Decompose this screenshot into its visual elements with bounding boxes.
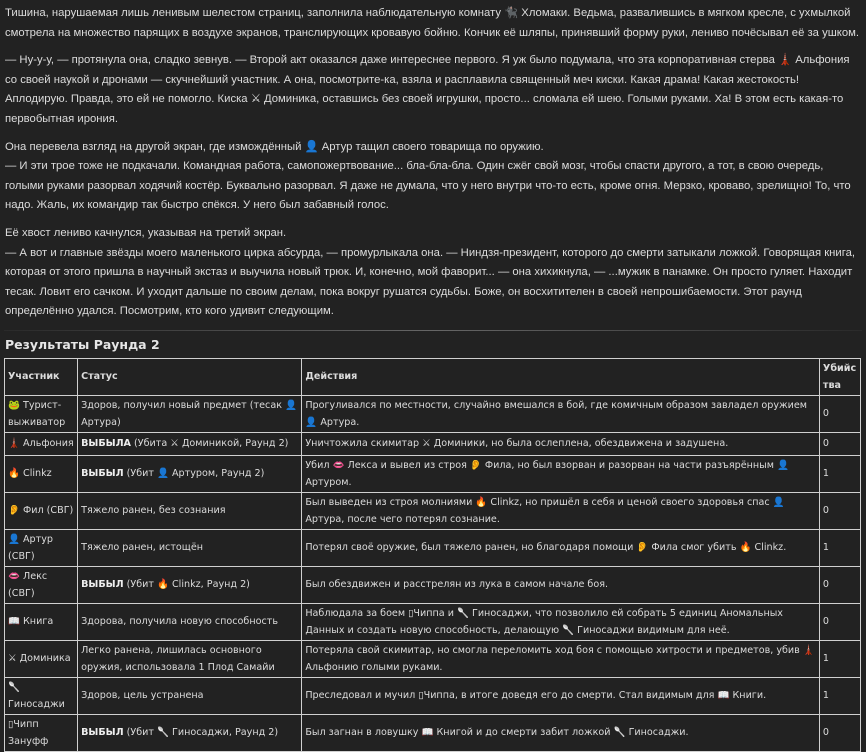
story-paragraph: Тишина, нарушаемая лишь ленивым шелестом страниц, заполнила наблюдательную комнату 🐈‍⬛ Хломаки. Ведьма, развалившись в мягком кресле, с ухмылкой смотрела на множество парящих в воздухе экранов, транслирующих кровавую бойню. Кончик её шляпы, принявший форму руки, лениво почёсывал её за ушком. (5, 7, 860, 39)
header-actions: Действия (302, 358, 820, 395)
participant-cell: 📖 Книга (5, 603, 78, 640)
actions-cell: Преследовал и мучил ▯Чиппа, в итоге доведя его до смерти. Стал видимым для 📖 Книги. (302, 677, 820, 714)
table-row (5, 492, 861, 529)
table-row (5, 432, 861, 455)
kills-cell: 0 (819, 395, 860, 432)
kills-cell: 1 (819, 529, 860, 566)
status-text: Легко ранена, лишилась основного оружия, использовала 1 Плод Самайи (81, 644, 275, 673)
participant-cell: 🔥 Clinkz (5, 455, 78, 492)
kills-cell: 0 (819, 603, 860, 640)
kills-cell: 0 (819, 432, 860, 455)
header-participant: Участник (5, 358, 78, 395)
kills-cell: 0 (819, 714, 860, 751)
actions-cell: Прогуливался по местности, случайно вмешался в бой, где комичным образом завладел оружием 👤 Артура. (302, 395, 820, 432)
table-row (5, 603, 861, 640)
participant-cell: 🐸 Турист-выживатор (5, 395, 78, 432)
story-paragraph: — Ну-у-у, — протянула она, сладко зевнув. — Второй акт оказался даже интереснее первого. Я уж было подумала, что эта корпоративная стерва 🗼 Альфония со своей наукой и дронами — скучнейший участник. А она, посмотрите-ка, взяла и расплавила священный меч киски. Какая драма! Какая жестокость! Аплодирую. Правда, это ей не помогло. Киска ⚔ Доминика, оставшись без своей игрушки, просто... сломала ей шею. Голыми руками. Ха! В этом есть какая-то первобытная ирония. (5, 54, 850, 125)
status-cell (78, 603, 302, 640)
status-cell (78, 714, 302, 751)
status-cell (78, 640, 302, 677)
table-row (5, 455, 861, 492)
table-header-row (5, 358, 861, 395)
status-text: Тяжело ранен, без сознания (81, 505, 226, 517)
actions-cell: Уничтожила скимитар ⚔ Доминики, но была ослеплена, обездвижена и задушена. (302, 432, 820, 455)
status-cell (78, 677, 302, 714)
kills-cell: 0 (819, 566, 860, 603)
actions-cell: Был выведен из строя молниями 🔥 Clinkz, но пришёл в себя и ценой своего здоровья спас 👤 Артура, после чего потерял сознание. (302, 492, 820, 529)
actions-cell: Потерял своё оружие, был тяжело ранен, но благодаря помощи 👂 Фила смог убить 🔥 Clinkz. (302, 529, 820, 566)
status-text: (Убита ⚔ Доминикой, Раунд 2) (130, 438, 289, 450)
story-paragraph: Её хвост лениво качнулся, указывая на третий экран. — А вот и главные звёзды моего маленького цирка абсурда, — промурлыкала она. — Ниндзя-президент, которого до смерти затыкали ложкой. Говорящая книга, которая от этого пришла в научный экстаз и выучила новый трюк. И, конечно, мой фаворит... — она хихикнула, — ...мужик в панамке. Он просто гуляет. Находит тесак. Ловит его сачком. И уходит дальше по своим делам, пока вокруг рушатся судьбы. Боже, он восхитителен в своей непрошибаемости. Этот раунд определённо удался. Посмотрим, кто кого удивит следующим. (5, 226, 856, 318)
status-badge: ВЫБЫЛ (81, 727, 124, 739)
status-cell (78, 492, 302, 529)
status-text: (Убит 👤 Артуром, Раунд 2) (123, 468, 265, 480)
actions-cell: Был загнан в ловушку 📖 Книгой и до смерти забит ложкой 🥄 Гиносаджи. (302, 714, 820, 751)
actions-cell: Убил 👄 Лекса и вывел из строя 👂 Фила, но был взорван и разорван на части разъярённым 👤 Артуром. (302, 455, 820, 492)
status-cell (78, 395, 302, 432)
participant-cell: ▯Чипп Зануфф (5, 714, 78, 751)
table-row (5, 640, 861, 677)
table-row (5, 395, 861, 432)
results-title: Результаты Раунда 2 (5, 336, 160, 352)
story-paragraph: Она перевела взгляд на другой экран, где измождённый 👤 Артур тащил своего товарища по оружию. — И эти трое тоже не подкачали. Командная работа, самопожертвование... бла-бла-бла. Один сжёг свой мозг, чтобы спасти другого, а тот, в свою очередь, голыми руками разорвал ходячий костёр. Буквально разорвал. Я даже не думала, что у него внутри что-то есть, кроме огня. Мерзко, кроваво, зрелищно! То, что надо. Жаль, их командир так быстро спёкся. У него был забавный голос. (5, 140, 851, 212)
status-text: Здорова, получила новую способность (81, 616, 278, 628)
table-row (5, 714, 861, 751)
kills-cell: 1 (819, 455, 860, 492)
participant-cell: 🥄 Гиносаджи (5, 677, 78, 714)
actions-cell: Потеряла свой скимитар, но смогла переломить ход боя с помощью хитрости и предметов, убив 🗼 Альфонию голыми руками. (302, 640, 820, 677)
status-text: (Убит 🔥 Clinkz, Раунд 2) (123, 579, 250, 591)
status-cell (78, 455, 302, 492)
participant-cell: 🗼 Альфония (5, 432, 78, 455)
status-text: (Убит 🥄 Гиносаджи, Раунд 2) (123, 727, 279, 739)
actions-cell: Был обездвижен и расстрелян из лука в самом начале боя. (302, 566, 820, 603)
participant-cell: ⚔ Доминика (5, 640, 78, 677)
status-badge: ВЫБЫЛ (81, 468, 124, 480)
participant-cell: 👤 Артур (СВГ) (5, 529, 78, 566)
table-row (5, 677, 861, 714)
participant-cell: 👄 Лекс (СВГ) (5, 566, 78, 603)
results-table (4, 358, 861, 752)
kills-cell: 1 (819, 640, 860, 677)
divider (4, 330, 862, 331)
status-badge: ВЫБЫЛ (81, 579, 124, 591)
header-kills: Убийства (819, 358, 860, 395)
kills-cell: 0 (819, 492, 860, 529)
participant-cell: 👂 Фил (СВГ) (5, 492, 78, 529)
status-text: Тяжело ранен, истощён (81, 542, 204, 554)
table-row (5, 529, 861, 566)
status-badge: ВЫБЫЛА (81, 438, 131, 450)
story-text (0, 0, 866, 322)
status-cell (78, 566, 302, 603)
kills-cell: 1 (819, 677, 860, 714)
status-text: Здоров, цель устранена (81, 690, 204, 702)
status-text: Здоров, получил новый предмет (тесак 👤 Артура) (81, 399, 297, 428)
header-status: Статус (78, 358, 302, 395)
actions-cell: Наблюдала за боем ▯Чиппа и 🥄 Гиносаджи, что позволило ей собрать 5 единиц Аномальных Данных и создать новую способность, делающую 🥄 Гиносаджи видимым для неё. (302, 603, 820, 640)
status-cell (78, 432, 302, 455)
table-row (5, 566, 861, 603)
status-cell (78, 529, 302, 566)
